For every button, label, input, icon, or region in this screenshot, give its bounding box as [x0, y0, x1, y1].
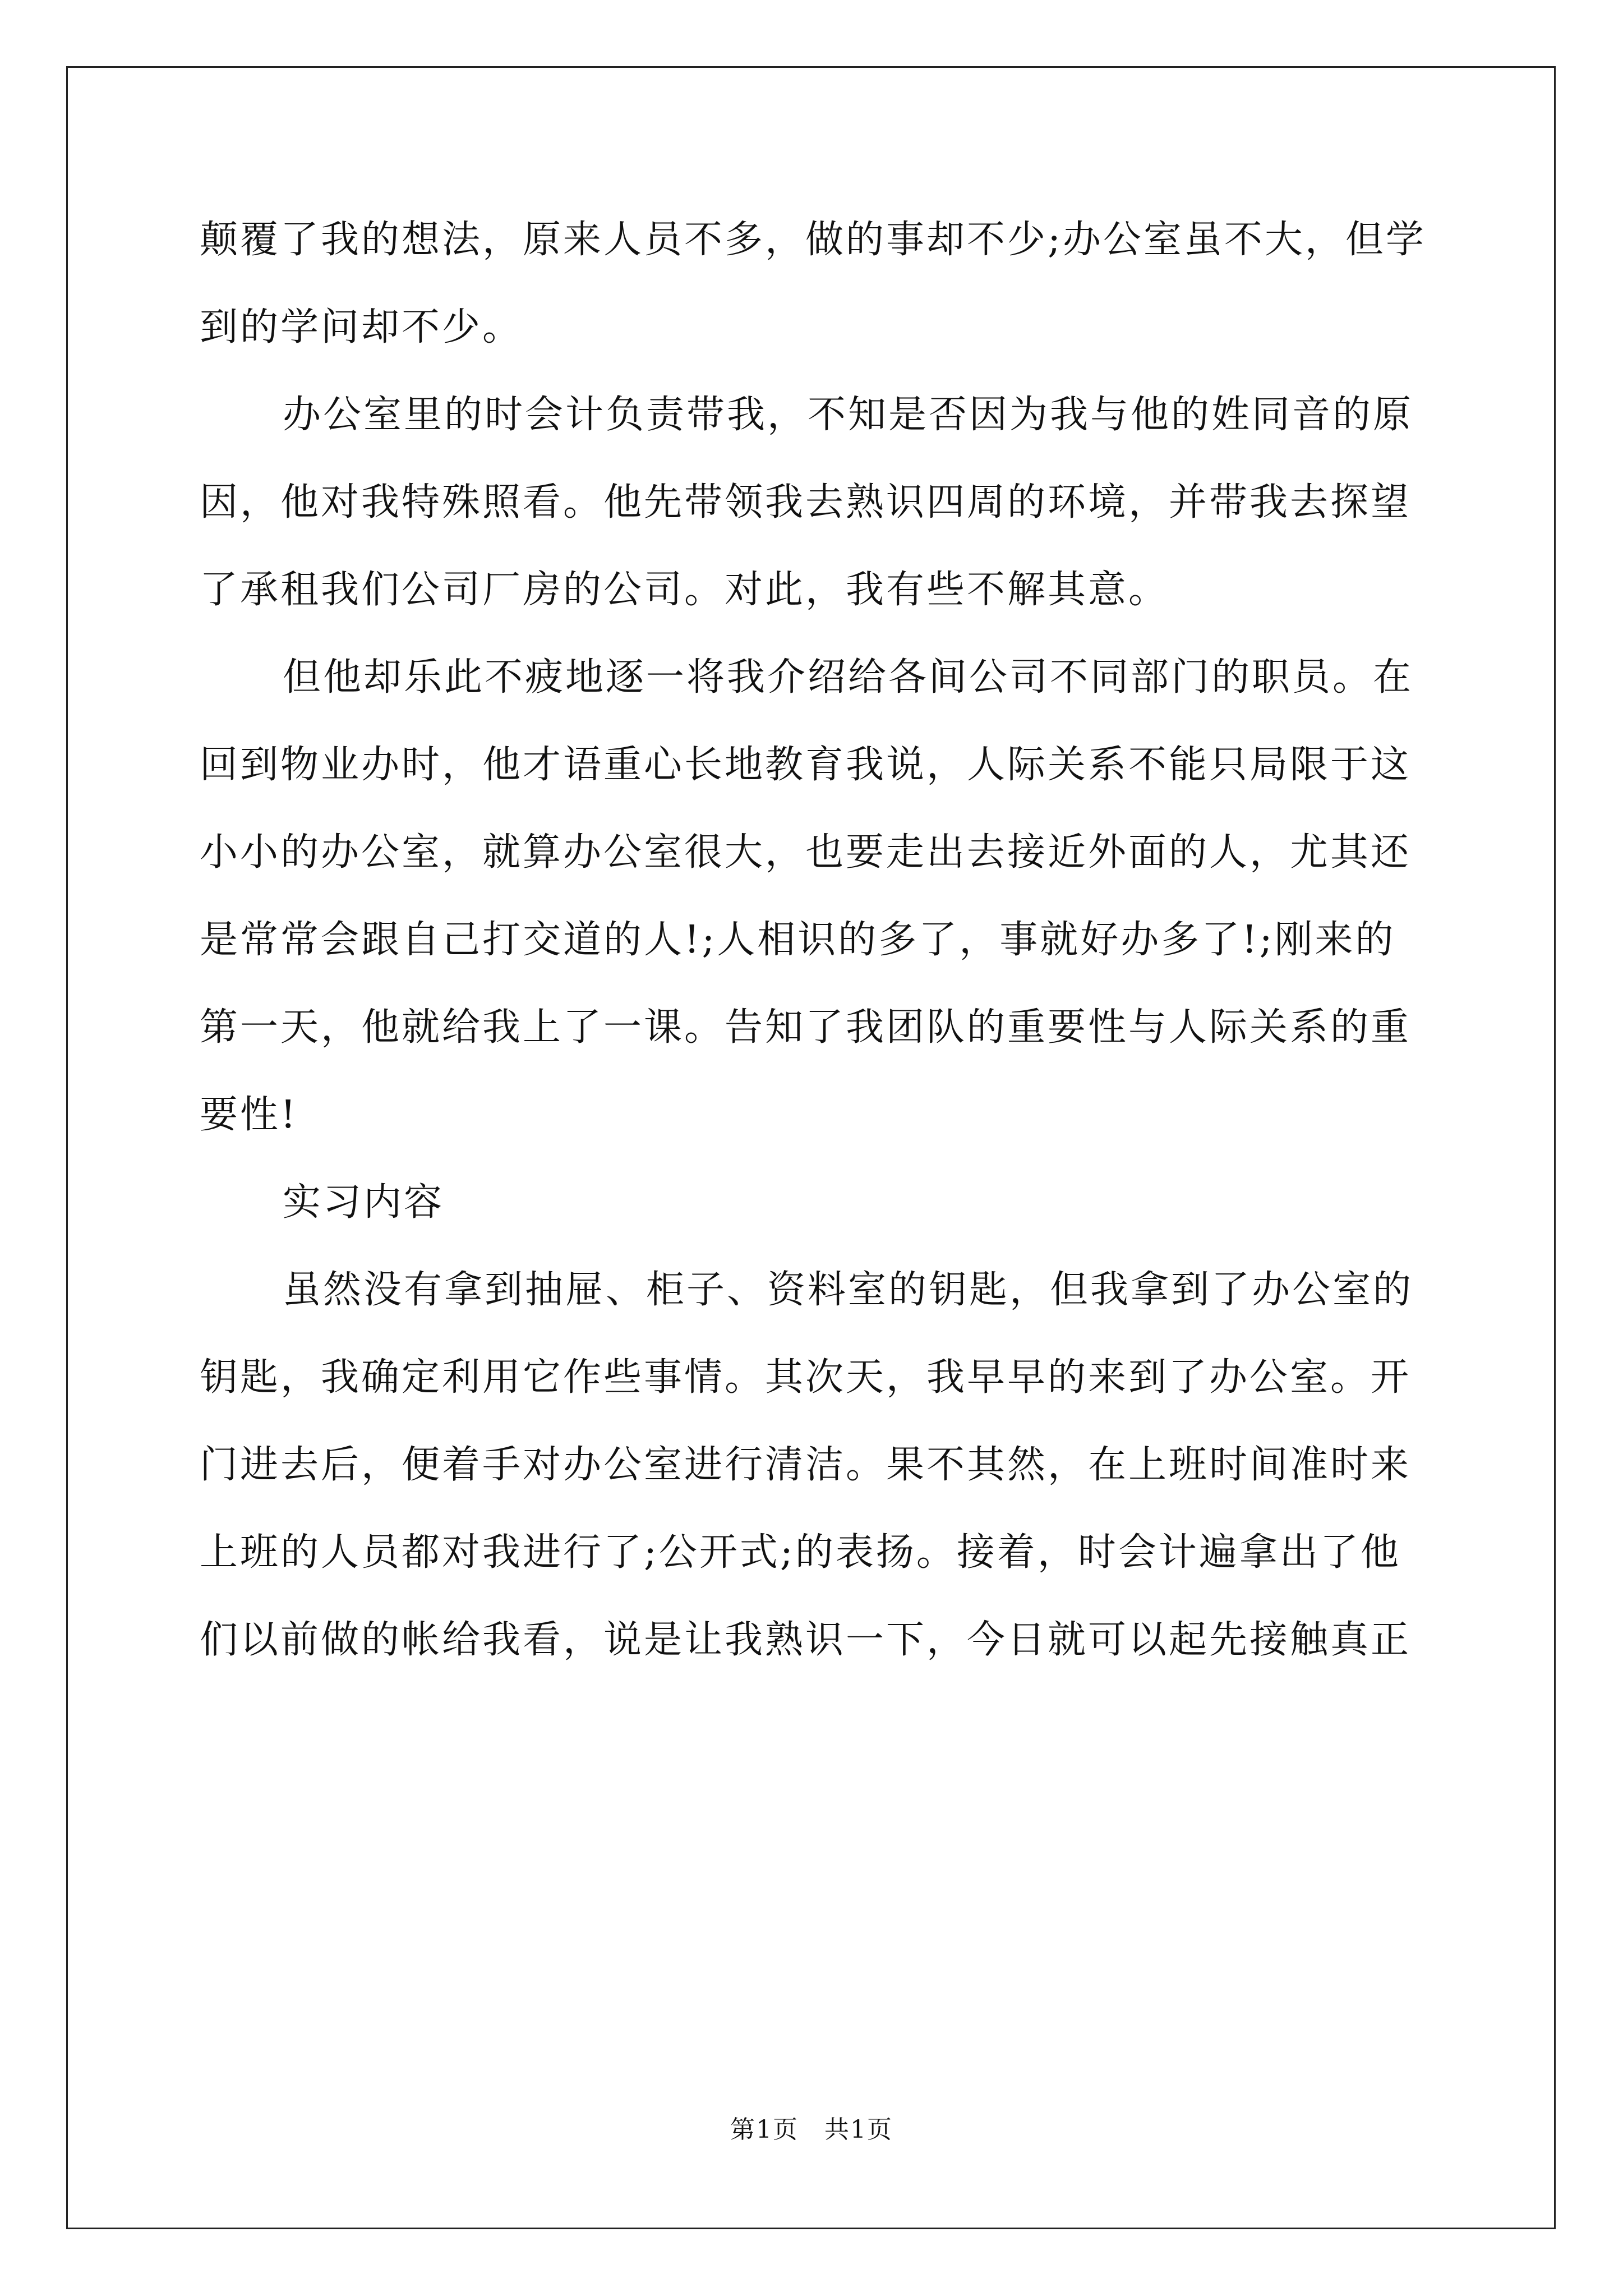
text-line: 回到物业办时，他才语重心长地教育我说，人际关系不能只局限于这	[200, 743, 1412, 787]
page-number-footer: 第1页 共1页	[730, 2115, 893, 2144]
text-line: 小小的办公室，就算办公室很大，也要走出去接近外面的人，尤其还	[200, 830, 1412, 875]
text-line: 门进去后，便着手对办公室进行清洁。果不其然，在上班时间准时来	[200, 1443, 1412, 1487]
paragraph-start-line: 办公室里的时会计负责带我，不知是否因为我与他的姓同音的原	[283, 393, 1414, 437]
paragraph-start-line: 但他却乐此不疲地逐一将我介绍给各间公司不同部门的职员。在	[283, 655, 1414, 700]
text-line: 钥匙，我确定利用它作些事情。其次天，我早早的来到了办公室。开	[200, 1355, 1412, 1400]
document-body	[200, 211, 1433, 1669]
text-line: 们以前做的帐给我看，说是让我熟识一下，今日就可以起先接触真正	[200, 1618, 1412, 1662]
text-line: 了承租我们公司厂房的公司。对此，我有些不解其意。	[200, 568, 1169, 612]
text-line: 第一天，他就给我上了一课。告知了我团队的重要性与人际关系的重	[200, 1005, 1412, 1050]
section-heading: 实习内容	[283, 1180, 445, 1225]
text-line: 颠覆了我的想法，原来人员不多，做的事却不少;办公室虽不大，但学	[200, 218, 1426, 262]
paragraph-start-line: 虽然没有拿到抽屉、柜子、资料室的钥匙，但我拿到了办公室的	[283, 1268, 1414, 1312]
text-line: 上班的人员都对我进行了;公开式;的表扬。接着，时会计遍拿出了他	[200, 1530, 1401, 1575]
text-line: 要性!	[200, 1093, 298, 1137]
text-line: 是常常会跟自己打交道的人!;人相识的多了，事就好办多了!;刚来的	[200, 918, 1396, 962]
text-line: 因，他对我特殊照看。他先带领我去熟识四周的环境，并带我去探望	[200, 480, 1412, 524]
text-line: 到的学问却不少。	[200, 305, 523, 349]
